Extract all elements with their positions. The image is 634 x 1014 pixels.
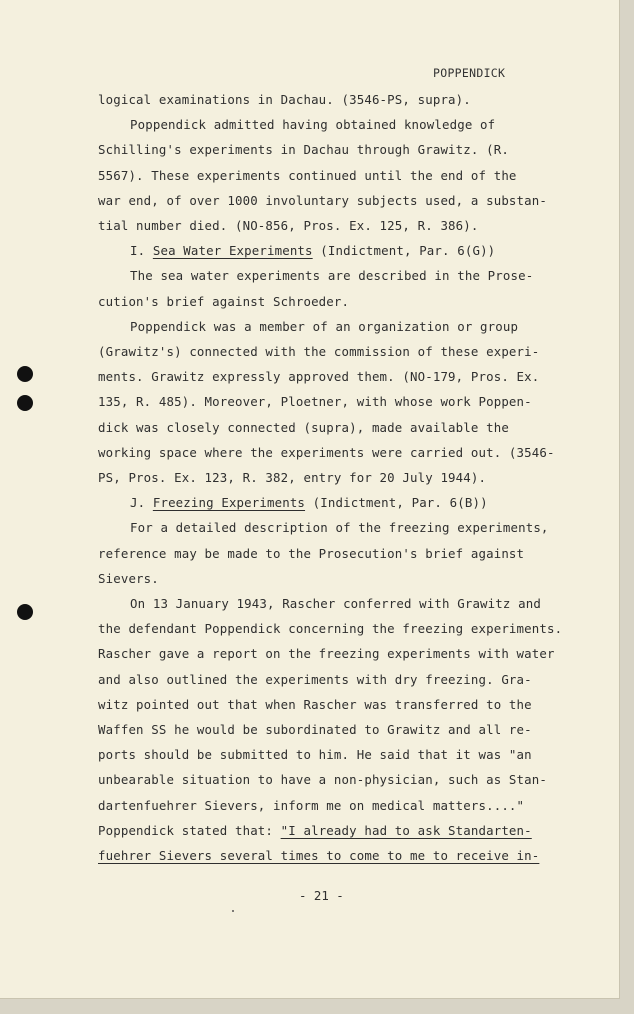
- text-line: [98, 571, 159, 586]
- text-line: [98, 369, 539, 384]
- text-line: [98, 672, 532, 687]
- line-text: On 13 January 1943, Rascher conferred with Grawitz and: [130, 596, 541, 611]
- line-text: Poppendick stated that:: [98, 822, 281, 838]
- line-text: Sievers.: [98, 570, 159, 586]
- line-text: Poppendick was a member of an organization or group: [130, 318, 519, 334]
- line-text: 135, R. 485). Moreover, Ploetner, with whose work Poppen-: [98, 394, 532, 410]
- line-text: Poppendick admitted having obtained knowledge of: [130, 117, 496, 133]
- text-line: [98, 697, 532, 712]
- text-line: [98, 546, 524, 561]
- text-line: [98, 193, 547, 208]
- line-text: The sea water experiments are described in the Prose-: [130, 268, 534, 284]
- text-line: [98, 772, 547, 787]
- line-text: ments. Grawitz expressly approved them. (NO-179, Pros. Ex.: [98, 369, 540, 385]
- line-text: witz pointed out that when Rascher was transferred to the: [98, 696, 532, 712]
- text-line: [98, 470, 486, 485]
- underlined-text: Freezing Experiments: [152, 495, 306, 511]
- text-line: [98, 848, 539, 863]
- line-text: Schilling's experiments in Dachau through Grawitz. (R.: [98, 142, 509, 158]
- text-line: [98, 823, 532, 838]
- line-text: dartenfuehrer Sievers, inform me on medical matters....": [98, 797, 525, 813]
- text-line: [130, 117, 495, 132]
- text-line: [98, 92, 471, 107]
- line-text: ports should be submitted to him. He said that it was "an: [98, 747, 532, 763]
- punch-hole: [17, 395, 33, 411]
- line-text: (Grawitz's) connected with the commission of these experi-: [98, 344, 540, 359]
- line-text: cution's brief against Schroeder.: [98, 293, 350, 309]
- text-line: [98, 646, 555, 661]
- ink-speck: [232, 910, 234, 912]
- text-line: [98, 394, 532, 409]
- line-text: and also outlined the experiments with dry freezing. Gra-: [98, 671, 532, 687]
- text-line: [98, 294, 349, 309]
- line-text: logical examinations in Dachau. (3546-PS, supra).: [98, 92, 471, 107]
- text-line: [130, 268, 533, 283]
- line-text: Rascher gave a report on the freezing experiments with water: [98, 646, 555, 662]
- punch-hole: [17, 366, 33, 382]
- line-text: war end, of over 1000 involuntary subjects used, a substan-: [98, 192, 547, 208]
- text-line: [130, 243, 495, 258]
- text-line: [98, 747, 532, 762]
- line-text: 5567). These experiments continued until the end of the: [98, 167, 517, 183]
- text-line: [130, 495, 488, 510]
- line-text: reference may be made to the Prosecution's brief against: [98, 545, 525, 561]
- text-line: [98, 722, 532, 737]
- text-line: [98, 798, 524, 813]
- line-text: J.: [130, 495, 153, 511]
- text-line: [130, 520, 549, 535]
- underlined-text: "I already had to ask Standarten-: [280, 822, 532, 838]
- line-text: unbearable situation to have a non-physician, such as Stan-: [98, 772, 547, 788]
- line-text: PS, Pros. Ex. 123, R. 382, entry for 20 July 1944).: [98, 470, 487, 485]
- text-line: [130, 319, 518, 334]
- line-text: (Indictment, Par. 6(G)): [312, 243, 496, 259]
- line-text: (Indictment, Par. 6(B)): [305, 495, 488, 511]
- underlined-text: fuehrer Sievers several times to come to me to receive in-: [98, 848, 540, 863]
- line-text: Waffen SS he would be subordinated to Grawitz and all re-: [98, 722, 532, 737]
- underlined-text: Sea Water Experiments: [152, 243, 313, 259]
- text-line: [98, 420, 509, 435]
- line-text: the defendant Poppendick concerning the freezing experiments.: [98, 621, 563, 637]
- text-line: [98, 445, 555, 460]
- text-line: [98, 218, 479, 233]
- line-text: working space where the experiments were carried out. (3546-: [98, 444, 555, 460]
- line-text: I.: [130, 243, 153, 259]
- text-line: [98, 621, 562, 636]
- line-text: dick was closely connected (supra), made available the: [98, 419, 509, 435]
- line-text: tial number died. (NO-856, Pros. Ex. 125, R. 386).: [98, 218, 479, 233]
- text-line: [98, 168, 517, 183]
- punch-hole: [17, 604, 33, 620]
- text-line: [98, 142, 509, 157]
- page-number: - 21 -: [299, 888, 344, 903]
- line-text: For a detailed description of the freezing experiments,: [130, 520, 549, 536]
- text-line: [98, 344, 539, 359]
- text-line: [130, 596, 541, 611]
- running-header: POPPENDICK: [433, 66, 506, 80]
